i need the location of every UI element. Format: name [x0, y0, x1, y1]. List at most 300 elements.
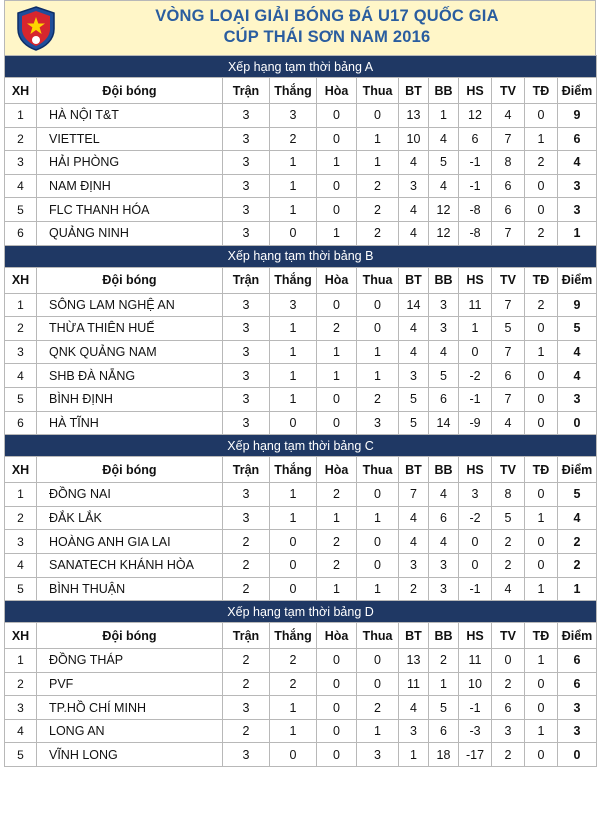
cell-rank: 2	[5, 506, 37, 530]
cell-red-cards: 1	[525, 719, 558, 743]
cell-drawn: 1	[317, 340, 357, 364]
cell-drawn: 0	[317, 198, 357, 222]
cell-yellow-cards: 8	[492, 483, 525, 507]
cell-goal-difference: -2	[459, 364, 492, 388]
cell-rank: 3	[5, 340, 37, 364]
cell-red-cards: 0	[525, 364, 558, 388]
cell-red-cards: 1	[525, 577, 558, 601]
cell-points: 1	[558, 577, 597, 601]
cell-goals-for: 4	[399, 221, 429, 245]
column-header-lost: Thua	[357, 457, 399, 483]
cell-drawn: 1	[317, 364, 357, 388]
cell-goals-for: 4	[399, 696, 429, 720]
cell-played: 3	[223, 483, 270, 507]
cell-drawn: 0	[317, 672, 357, 696]
cell-red-cards: 0	[525, 317, 558, 341]
cell-goals-against: 6	[429, 506, 459, 530]
cell-goals-for: 5	[399, 411, 429, 435]
cell-goal-difference: -3	[459, 719, 492, 743]
cell-won: 2	[270, 649, 317, 673]
cell-team: HÀ NỘI T&T	[37, 104, 223, 128]
cell-goals-for: 13	[399, 104, 429, 128]
cell-yellow-cards: 6	[492, 696, 525, 720]
column-header-played: Trận	[223, 78, 270, 104]
cell-team: NAM ĐỊNH	[37, 174, 223, 198]
cell-drawn: 0	[317, 649, 357, 673]
cell-lost: 3	[357, 411, 399, 435]
cell-goal-difference: 11	[459, 293, 492, 317]
column-header-drawn: Hòa	[317, 78, 357, 104]
cell-lost: 1	[357, 506, 399, 530]
cell-rank: 5	[5, 198, 37, 222]
cell-goals-against: 5	[429, 151, 459, 175]
cell-won: 1	[270, 198, 317, 222]
cell-rank: 4	[5, 174, 37, 198]
table-row	[5, 743, 597, 767]
cell-rank: 4	[5, 553, 37, 577]
cell-red-cards: 2	[525, 151, 558, 175]
column-header-won: Thắng	[270, 78, 317, 104]
cell-team: HẢI PHÒNG	[37, 151, 223, 175]
cell-won: 0	[270, 530, 317, 554]
cell-team: HÀ TĨNH	[37, 411, 223, 435]
cell-rank: 3	[5, 696, 37, 720]
cell-goal-difference: -1	[459, 174, 492, 198]
cell-drawn: 1	[317, 577, 357, 601]
column-header-red-cards: TĐ	[525, 267, 558, 293]
cell-goals-for: 10	[399, 127, 429, 151]
cell-lost: 0	[357, 649, 399, 673]
cell-yellow-cards: 5	[492, 506, 525, 530]
cell-won: 1	[270, 174, 317, 198]
cell-red-cards: 1	[525, 127, 558, 151]
cell-red-cards: 0	[525, 387, 558, 411]
column-header-yellow-cards: TV	[492, 623, 525, 649]
table-row	[5, 719, 597, 743]
table-row	[5, 198, 597, 222]
cell-rank: 1	[5, 104, 37, 128]
column-header-row	[5, 457, 597, 483]
cell-team: ĐỒNG THÁP	[37, 649, 223, 673]
cell-yellow-cards: 6	[492, 174, 525, 198]
column-header-yellow-cards: TV	[492, 267, 525, 293]
cell-drawn: 2	[317, 317, 357, 341]
cell-lost: 2	[357, 387, 399, 411]
cell-goal-difference: 12	[459, 104, 492, 128]
cell-goals-against: 6	[429, 719, 459, 743]
cell-goal-difference: -9	[459, 411, 492, 435]
cell-goal-difference: 0	[459, 340, 492, 364]
cell-won: 0	[270, 577, 317, 601]
column-header-rank: XH	[5, 623, 37, 649]
cell-goals-against: 4	[429, 340, 459, 364]
cell-yellow-cards: 7	[492, 387, 525, 411]
column-header-goals-against: BB	[429, 623, 459, 649]
standings-table	[4, 55, 597, 767]
cell-points: 3	[558, 174, 597, 198]
cell-drawn: 0	[317, 174, 357, 198]
cell-goals-for: 11	[399, 672, 429, 696]
cell-played: 2	[223, 530, 270, 554]
cell-goals-against: 3	[429, 317, 459, 341]
cell-drawn: 0	[317, 387, 357, 411]
cell-rank: 6	[5, 221, 37, 245]
cell-rank: 3	[5, 530, 37, 554]
cell-yellow-cards: 2	[492, 553, 525, 577]
table-row	[5, 174, 597, 198]
column-header-rank: XH	[5, 267, 37, 293]
title-line-2: CÚP THÁI SƠN NAM 2016	[223, 28, 431, 46]
cell-goals-against: 12	[429, 198, 459, 222]
cell-lost: 2	[357, 696, 399, 720]
group-heading: Xếp hạng tạm thời bảng D	[5, 601, 597, 623]
cell-goals-for: 7	[399, 483, 429, 507]
cell-won: 1	[270, 719, 317, 743]
cell-rank: 5	[5, 387, 37, 411]
cell-goal-difference: 1	[459, 317, 492, 341]
group-heading: Xếp hạng tạm thời bảng C	[5, 435, 597, 457]
cell-goals-for: 3	[399, 174, 429, 198]
column-header-drawn: Hòa	[317, 623, 357, 649]
cell-played: 3	[223, 127, 270, 151]
column-header-goals-for: BT	[399, 267, 429, 293]
cell-goals-against: 4	[429, 483, 459, 507]
cell-played: 2	[223, 577, 270, 601]
cell-drawn: 0	[317, 719, 357, 743]
cell-red-cards: 2	[525, 221, 558, 245]
cell-drawn: 1	[317, 506, 357, 530]
cell-red-cards: 0	[525, 672, 558, 696]
cell-points: 5	[558, 483, 597, 507]
group-heading: Xếp hạng tạm thời bảng B	[5, 245, 597, 267]
cell-played: 2	[223, 553, 270, 577]
cell-goals-against: 4	[429, 174, 459, 198]
column-header-played: Trận	[223, 623, 270, 649]
cell-drawn: 0	[317, 696, 357, 720]
cell-played: 3	[223, 198, 270, 222]
cell-rank: 2	[5, 317, 37, 341]
cell-played: 3	[223, 340, 270, 364]
cell-won: 0	[270, 553, 317, 577]
cell-goals-for: 14	[399, 293, 429, 317]
column-header-points: Điểm	[558, 623, 597, 649]
cell-points: 3	[558, 198, 597, 222]
column-header-rank: XH	[5, 78, 37, 104]
cell-goals-against: 6	[429, 387, 459, 411]
cell-lost: 1	[357, 577, 399, 601]
cell-drawn: 0	[317, 411, 357, 435]
cell-won: 1	[270, 387, 317, 411]
cell-lost: 0	[357, 672, 399, 696]
cell-red-cards: 0	[525, 696, 558, 720]
title-line-1: VÒNG LOẠI GIẢI BÓNG ĐÁ U17 QUỐC GIA	[155, 7, 499, 25]
cell-played: 3	[223, 317, 270, 341]
cell-red-cards: 1	[525, 649, 558, 673]
cell-points: 2	[558, 553, 597, 577]
cell-yellow-cards: 7	[492, 340, 525, 364]
cell-played: 3	[223, 411, 270, 435]
cell-yellow-cards: 6	[492, 364, 525, 388]
cell-drawn: 0	[317, 293, 357, 317]
cell-lost: 1	[357, 719, 399, 743]
cell-goal-difference: -1	[459, 696, 492, 720]
cell-red-cards: 2	[525, 293, 558, 317]
column-header-lost: Thua	[357, 623, 399, 649]
column-header-points: Điểm	[558, 457, 597, 483]
cell-played: 3	[223, 221, 270, 245]
standings-document	[4, 0, 596, 767]
cell-goals-against: 3	[429, 577, 459, 601]
cell-points: 4	[558, 340, 597, 364]
cell-goal-difference: 0	[459, 530, 492, 554]
cell-goals-against: 5	[429, 364, 459, 388]
cell-red-cards: 0	[525, 553, 558, 577]
cell-goals-against: 2	[429, 649, 459, 673]
cell-lost: 3	[357, 743, 399, 767]
cell-red-cards: 0	[525, 530, 558, 554]
table-row	[5, 293, 597, 317]
cell-played: 3	[223, 364, 270, 388]
cell-goals-for: 5	[399, 387, 429, 411]
table-row	[5, 151, 597, 175]
cell-drawn: 2	[317, 530, 357, 554]
cell-goals-for: 3	[399, 553, 429, 577]
cell-red-cards: 0	[525, 104, 558, 128]
cell-goals-for: 13	[399, 649, 429, 673]
cell-goal-difference: 6	[459, 127, 492, 151]
cell-points: 3	[558, 387, 597, 411]
table-row	[5, 672, 597, 696]
cell-lost: 2	[357, 221, 399, 245]
table-row	[5, 317, 597, 341]
header	[4, 0, 596, 55]
cell-won: 1	[270, 696, 317, 720]
cell-won: 0	[270, 221, 317, 245]
cell-yellow-cards: 4	[492, 577, 525, 601]
cell-won: 3	[270, 293, 317, 317]
table-row	[5, 577, 597, 601]
cell-goals-against: 14	[429, 411, 459, 435]
cell-played: 3	[223, 696, 270, 720]
column-header-points: Điểm	[558, 267, 597, 293]
cell-points: 6	[558, 672, 597, 696]
cell-drawn: 1	[317, 221, 357, 245]
cell-played: 3	[223, 174, 270, 198]
cell-lost: 1	[357, 364, 399, 388]
group-heading-row	[5, 435, 597, 457]
cell-points: 6	[558, 649, 597, 673]
cell-points: 1	[558, 221, 597, 245]
cell-team: THỪA THIÊN HUẾ	[37, 317, 223, 341]
cell-played: 3	[223, 151, 270, 175]
column-header-yellow-cards: TV	[492, 78, 525, 104]
cell-rank: 2	[5, 672, 37, 696]
cell-drawn: 0	[317, 127, 357, 151]
cell-points: 4	[558, 506, 597, 530]
group-heading-row	[5, 601, 597, 623]
cell-goals-for: 3	[399, 364, 429, 388]
column-header-team: Đội bóng	[37, 267, 223, 293]
column-header-goals-for: BT	[399, 457, 429, 483]
column-header-drawn: Hòa	[317, 267, 357, 293]
group-heading-row	[5, 56, 597, 78]
cell-red-cards: 0	[525, 483, 558, 507]
cell-goals-for: 4	[399, 530, 429, 554]
column-header-lost: Thua	[357, 267, 399, 293]
cell-team: LONG AN	[37, 719, 223, 743]
cell-goal-difference: 3	[459, 483, 492, 507]
cell-lost: 0	[357, 530, 399, 554]
table-row	[5, 104, 597, 128]
cell-yellow-cards: 2	[492, 530, 525, 554]
column-header-team: Đội bóng	[37, 78, 223, 104]
cell-yellow-cards: 7	[492, 221, 525, 245]
cell-team: VĨNH LONG	[37, 743, 223, 767]
column-header-team: Đội bóng	[37, 457, 223, 483]
cell-lost: 1	[357, 151, 399, 175]
cell-goal-difference: -1	[459, 387, 492, 411]
column-header-row	[5, 267, 597, 293]
cell-rank: 1	[5, 293, 37, 317]
cell-points: 9	[558, 293, 597, 317]
column-header-row	[5, 623, 597, 649]
column-header-goals-for: BT	[399, 623, 429, 649]
table-row	[5, 127, 597, 151]
column-header-red-cards: TĐ	[525, 78, 558, 104]
cell-goal-difference: 10	[459, 672, 492, 696]
cell-yellow-cards: 2	[492, 672, 525, 696]
column-header-goal-difference: HS	[459, 267, 492, 293]
cell-won: 1	[270, 340, 317, 364]
vff-logo-icon	[13, 5, 59, 51]
cell-played: 2	[223, 719, 270, 743]
cell-goal-difference: -8	[459, 198, 492, 222]
table-row	[5, 364, 597, 388]
cell-lost: 2	[357, 174, 399, 198]
cell-points: 2	[558, 530, 597, 554]
cell-yellow-cards: 3	[492, 719, 525, 743]
cell-points: 3	[558, 719, 597, 743]
group-heading-row	[5, 245, 597, 267]
cell-goals-for: 4	[399, 317, 429, 341]
column-header-lost: Thua	[357, 78, 399, 104]
cell-team: SÔNG LAM NGHỆ AN	[37, 293, 223, 317]
cell-played: 2	[223, 672, 270, 696]
cell-goals-for: 2	[399, 577, 429, 601]
cell-team: QNK QUẢNG NAM	[37, 340, 223, 364]
column-header-goals-for: BT	[399, 78, 429, 104]
cell-red-cards: 0	[525, 174, 558, 198]
cell-goals-against: 5	[429, 696, 459, 720]
column-header-rank: XH	[5, 457, 37, 483]
cell-goal-difference: -8	[459, 221, 492, 245]
cell-drawn: 0	[317, 104, 357, 128]
cell-played: 3	[223, 104, 270, 128]
cell-won: 1	[270, 506, 317, 530]
column-header-team: Đội bóng	[37, 623, 223, 649]
cell-team: TP.HỒ CHÍ MINH	[37, 696, 223, 720]
cell-goal-difference: 0	[459, 553, 492, 577]
cell-points: 4	[558, 364, 597, 388]
cell-team: PVF	[37, 672, 223, 696]
column-header-goals-against: BB	[429, 78, 459, 104]
cell-yellow-cards: 4	[492, 104, 525, 128]
cell-played: 3	[223, 387, 270, 411]
cell-lost: 2	[357, 198, 399, 222]
column-header-goal-difference: HS	[459, 623, 492, 649]
table-row	[5, 411, 597, 435]
column-header-red-cards: TĐ	[525, 623, 558, 649]
cell-rank: 1	[5, 483, 37, 507]
table-row	[5, 530, 597, 554]
cell-goals-for: 4	[399, 151, 429, 175]
table-row	[5, 387, 597, 411]
cell-red-cards: 1	[525, 340, 558, 364]
cell-drawn: 2	[317, 553, 357, 577]
cell-drawn: 1	[317, 151, 357, 175]
cell-rank: 2	[5, 127, 37, 151]
cell-team: SANATECH KHÁNH HÒA	[37, 553, 223, 577]
cell-goal-difference: -17	[459, 743, 492, 767]
cell-lost: 0	[357, 104, 399, 128]
cell-goal-difference: -1	[459, 577, 492, 601]
cell-team: QUẢNG NINH	[37, 221, 223, 245]
cell-won: 1	[270, 151, 317, 175]
column-header-yellow-cards: TV	[492, 457, 525, 483]
cell-drawn: 2	[317, 483, 357, 507]
cell-team: SHB ĐÀ NẴNG	[37, 364, 223, 388]
cell-red-cards: 0	[525, 198, 558, 222]
table-row	[5, 649, 597, 673]
cell-yellow-cards: 4	[492, 411, 525, 435]
cell-red-cards: 0	[525, 411, 558, 435]
group-heading: Xếp hạng tạm thời bảng A	[5, 56, 597, 78]
cell-goals-against: 1	[429, 672, 459, 696]
column-header-won: Thắng	[270, 267, 317, 293]
column-header-goal-difference: HS	[459, 78, 492, 104]
cell-yellow-cards: 7	[492, 293, 525, 317]
cell-points: 9	[558, 104, 597, 128]
cell-played: 3	[223, 743, 270, 767]
column-header-played: Trận	[223, 457, 270, 483]
table-row	[5, 506, 597, 530]
cell-won: 0	[270, 411, 317, 435]
table-row	[5, 340, 597, 364]
cell-goals-for: 4	[399, 340, 429, 364]
cell-points: 5	[558, 317, 597, 341]
cell-team: ĐỒNG NAI	[37, 483, 223, 507]
cell-won: 1	[270, 364, 317, 388]
cell-lost: 1	[357, 340, 399, 364]
cell-lost: 0	[357, 293, 399, 317]
cell-goal-difference: -1	[459, 151, 492, 175]
cell-team: BÌNH ĐỊNH	[37, 387, 223, 411]
cell-won: 2	[270, 672, 317, 696]
cell-goals-against: 12	[429, 221, 459, 245]
cell-won: 1	[270, 317, 317, 341]
cell-yellow-cards: 8	[492, 151, 525, 175]
cell-yellow-cards: 5	[492, 317, 525, 341]
cell-lost: 0	[357, 553, 399, 577]
cell-won: 0	[270, 743, 317, 767]
cell-points: 4	[558, 151, 597, 175]
cell-yellow-cards: 7	[492, 127, 525, 151]
column-header-red-cards: TĐ	[525, 457, 558, 483]
cell-goals-against: 4	[429, 530, 459, 554]
cell-goals-against: 1	[429, 104, 459, 128]
cell-goals-against: 18	[429, 743, 459, 767]
cell-won: 2	[270, 127, 317, 151]
